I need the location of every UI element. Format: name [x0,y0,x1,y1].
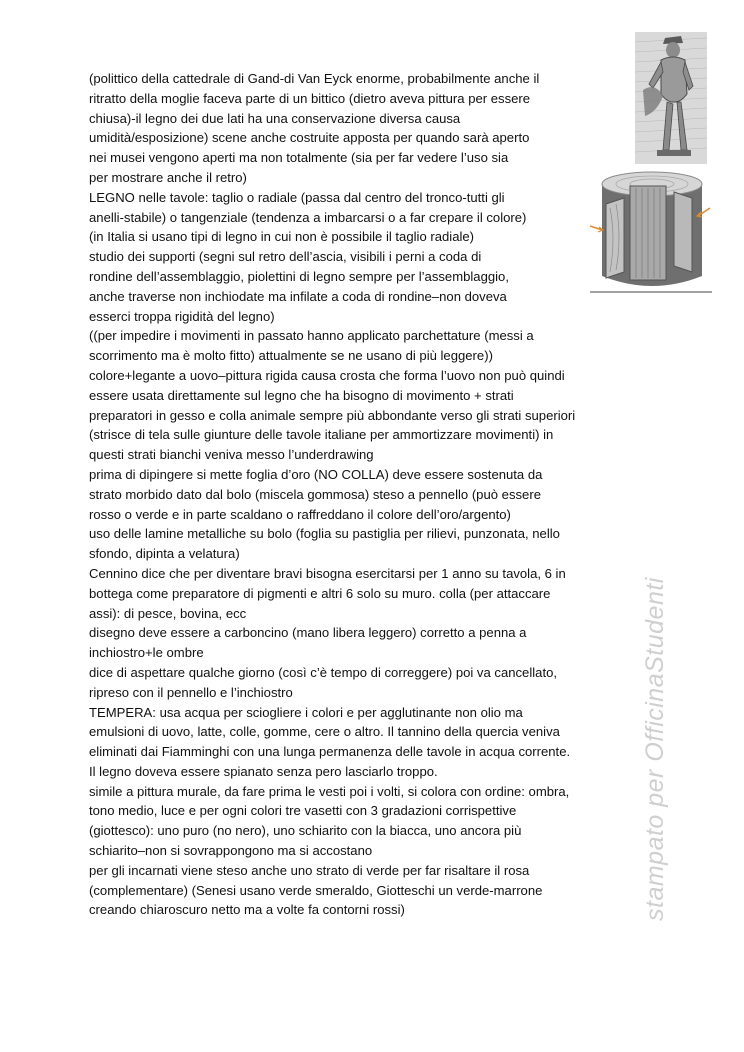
text-line: strato morbido dato dal bolo (miscela gommosa) steso a pennello (può essere [89,486,541,502]
text-line: esserci troppa rigidità del legno) [89,308,275,324]
text-line: tono medio, luce e per ogni colori tre vasetti con 3 gradazioni corrispettive [89,803,517,819]
text-line: per gli incarnati viene steso anche uno strato di verde per far risaltare il rosa [89,862,530,878]
text-line: inchiostro+le ombre [89,645,204,661]
text-line: colore+legante a uovo–pittura rigida causa crosta che forma l’uovo non può quindi [89,367,565,383]
text-line: (giottesco): uno puro (no nero), uno schiarito con la biacca, uno ancora più [89,823,522,839]
log-cross-section-icon [590,168,712,296]
text-line: schiarito–non si sovrappongono ma si accostano [89,843,373,859]
text-line: scorrimento ma è molto fitto) attualmente se ne usano di più leggere)) [89,348,493,364]
text-line: assi): di pesce, bovina, ecc [89,605,247,621]
text-line: studio dei supporti (segni sul retro dell’ascia, visibili i perni a coda di [89,249,482,265]
text-line: Cennino dice che per diventare bravi bisogna esercitarsi per 1 anno su tavola, 6 in [89,565,566,581]
text-line: ritratto della moglie faceva parte di un bittico (dietro aveva pittura per essere [89,90,531,106]
text-line: TEMPERA: usa acqua per sciogliere i colori e per agglutinante non olio ma [89,704,523,720]
statue-engraving-icon [635,32,707,164]
text-line: (polittico della cattedrale di Gand-di Van Eyck enorme, probabilmente anche il [89,71,540,86]
text-line: Il legno doveva essere spianato senza pero lasciarlo troppo. [89,763,438,779]
text-line: per mostrare anche il retro) [89,169,247,185]
text-line: LEGNO nelle tavole: taglio o radiale (passa dal centro del tronco-tutti gli [89,189,505,205]
text-line: rondine dell’assemblaggio, piolettini di legno sempre per l’assemblaggio, [89,268,509,284]
text-line: uso delle lamine metalliche su bolo (foglia su pastiglia per rilievi, punzonata, nello [89,526,560,542]
text-line: sfondo, dipinta a velatura) [89,546,240,562]
watermark [637,533,677,923]
watermark-text: stampato per OfficinaStudenti [641,577,669,921]
text-line: ripreso con il pennello e l’inchiostro [89,684,293,700]
text-line: preparatori in gesso e colla animale sempre più abbondante verso gli strati superiori [89,407,576,423]
text-line: prima di dipingere si mette foglia d’oro (NO COLLA) deve essere sostenuta da [89,466,543,482]
text-line: anelli-stabile) o tangenziale (tendenza a imbarcarsi o a far crepare il colore) [89,209,527,225]
text-line: disegno deve essere a carboncino (mano libera leggero) corretto a penna a [89,625,527,641]
text-line: creando chiaroscuro netto ma a volte fa contorni rossi) [89,902,405,918]
text-line: umidità/esposizione) scene anche costruite apposta per quando sarà aperto [89,130,530,146]
text-line: emulsioni di uovo, latte, colle, gomme, cere o altro. Il tannino della quercia veniva [89,724,560,740]
text-line: chiusa)-il legno dei due lati ha una conservazione diversa causa [89,110,461,126]
text-line: eliminati dai Fiamminghi con una lunga permanenza delle tavole in acqua corrente. [89,744,571,760]
text-line: (strisce di tela sulle giunture delle tavole italiane per ammortizzare movimenti) in [89,427,554,443]
text-line: (complementare) (Senesi usano verde smeraldo, Giotteschi un verde-marrone [89,882,543,898]
text-line: simile a pittura murale, da fare prima le vesti poi i volti, si colora con ordine: ombra, [89,783,570,799]
text-line: dice di aspettare qualche giorno (così c’è tempo di correggere) poi va cancellato, [89,664,557,680]
text-line: rosso o verde e in parte scaldano o raffreddano il colore dell’oro/argento) [89,506,511,522]
text-line: (in Italia si usano tipi di legno in cui non è possibile il taglio radiale) [89,229,475,245]
text-line: anche traverse non inchiodate ma infilate a coda di rondine–non doveva [89,288,507,304]
text-line: bottega come preparatore di pigmenti e altri 6 solo su muro. colla (per attaccare [89,585,551,601]
document-body [89,69,659,920]
text-line: questi strati bianchi veniva messo l’underdrawing [89,447,374,463]
text-line: nei musei vengono aperti ma non totalmente (sia per far vedere l’uso sia [89,150,509,166]
text-line: ((per impedire i movimenti in passato hanno applicato parchettature (messi a [89,328,534,344]
text-line: essere usata direttamente sul legno che ha bisogno di movimento + strati [89,387,514,403]
